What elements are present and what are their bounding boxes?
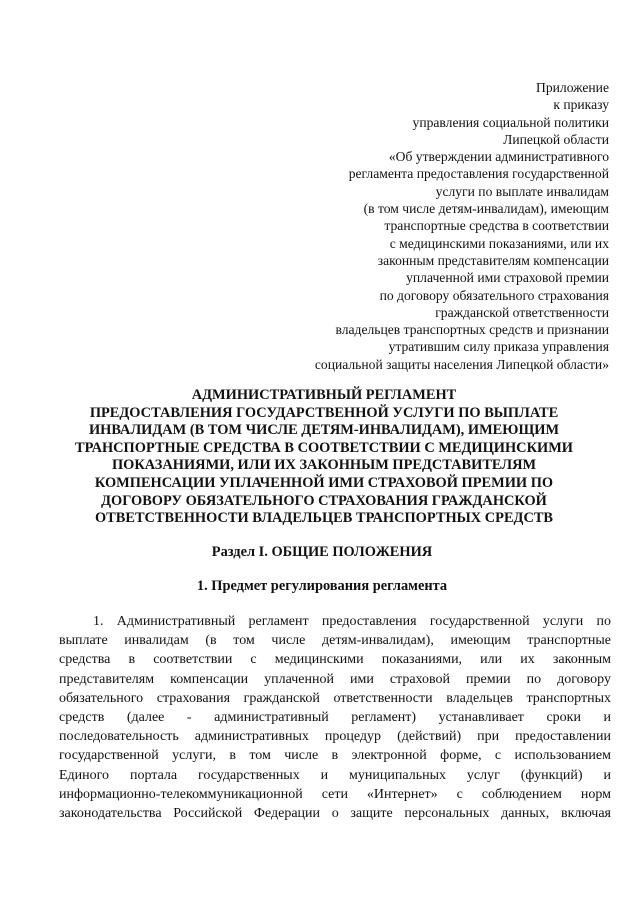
- paragraph-line: 1. Административный регламент предоставления государственной услуги по: [93, 614, 611, 629]
- paragraph-line: государственной услуги, в том числе в электронной форме, с использованием: [59, 748, 611, 764]
- annex-line: владельцев транспортных средств и признании: [335, 322, 609, 338]
- paragraph-line: законодательства Российской Федерации о защите персональных данных, включая: [59, 805, 611, 821]
- annex-line: услуги по выплате инвалидам: [435, 183, 609, 199]
- annex-line: «Об утверждении административного: [388, 149, 609, 165]
- subsection-heading: 1. Предмет регулирования регламента: [196, 578, 448, 594]
- title-line: ДОГОВОРУ ОБЯЗАТЕЛЬНОГО СТРАХОВАНИЯ ГРАЖДАНСКОЙ: [101, 492, 547, 509]
- title-line: ТРАНСПОРТНЫЕ СРЕДСТВА В СООТВЕТСТВИИ С МЕДИЦИНСКИМИ: [75, 439, 573, 456]
- paragraph-line: представителям компенсации уплаченной ими страховой премии по договору: [59, 671, 611, 687]
- annex-header: [229, 79, 609, 373]
- body-paragraph: [59, 612, 611, 823]
- paragraph-line: средств (далее - административный регламент) устанавливает сроки и: [59, 709, 611, 725]
- section-heading: Раздел I. ОБЩИЕ ПОЛОЖЕНИЯ: [211, 544, 433, 560]
- title-line: ПОКАЗАНИЯМИ, ИЛИ ИХ ЗАКОННЫМ ПРЕДСТАВИТЕЛЯМ: [111, 457, 537, 474]
- paragraph-line: информационно-телекоммуникационной сети «Интернет» с соблюдением норм: [59, 786, 611, 802]
- title-line: ОТВЕТСТВЕННОСТИ ВЛАДЕЛЬЦЕВ ТРАНСПОРТНЫХ СРЕДСТВ: [94, 510, 554, 527]
- title-line: ПРЕДОСТАВЛЕНИЯ ГОСУДАРСТВЕННОЙ УСЛУГИ ПО ВЫПЛАТЕ: [89, 404, 559, 421]
- annex-line: Приложение: [536, 80, 609, 95]
- annex-line: социальной защиты населения Липецкой области»: [314, 356, 609, 372]
- annex-line: Липецкой области: [503, 131, 609, 147]
- annex-line: гражданской ответственности: [435, 304, 609, 320]
- annex-line: регламента предоставления государственной: [348, 166, 609, 182]
- paragraph-line: обязательного страхования гражданской ответственности владельцев транспортных: [59, 690, 611, 706]
- paragraph-line: Единого портала государственных и муниципальных услуг (функций) и: [59, 767, 611, 783]
- annex-line: уплаченной ими страховой премии: [406, 270, 609, 286]
- annex-line: по договору обязательного страхования: [379, 287, 609, 303]
- paragraph-line: последовательность административных процедур (действий) при предоставлении: [59, 729, 611, 745]
- annex-line: транспортные средства в соответствии: [384, 218, 609, 234]
- annex-line: законным представителям компенсации: [377, 252, 609, 268]
- title-line: АДМИНИСТРАТИВНЫЙ РЕГЛАМЕНТ: [191, 387, 457, 403]
- title-line: КОМПЕНСАЦИИ УПЛАЧЕННОЙ ИМИ СТРАХОВОЙ ПРЕМИИ ПО: [94, 474, 554, 491]
- annex-line: с медицинскими показаниями, или их: [389, 235, 609, 251]
- paragraph-line: выплате инвалидам (в том числе детям-инвалидам), имеющим транспортные: [59, 633, 611, 649]
- annex-line: к приказу: [553, 97, 609, 113]
- annex-line: (в том числе детям-инвалидам), имеющим: [363, 201, 609, 217]
- document-title: [54, 387, 594, 528]
- paragraph-line: средства в соответствии с медицинскими показаниями, или их законным: [59, 652, 611, 668]
- annex-line: утратившим силу приказа управления: [388, 339, 609, 355]
- title-line: ИНВАЛИДАМ (В ТОМ ЧИСЛЕ ДЕТЯМ-ИНВАЛИДАМ), ИМЕЮЩИМ: [88, 422, 560, 439]
- annex-line: управления социальной политики: [412, 114, 609, 130]
